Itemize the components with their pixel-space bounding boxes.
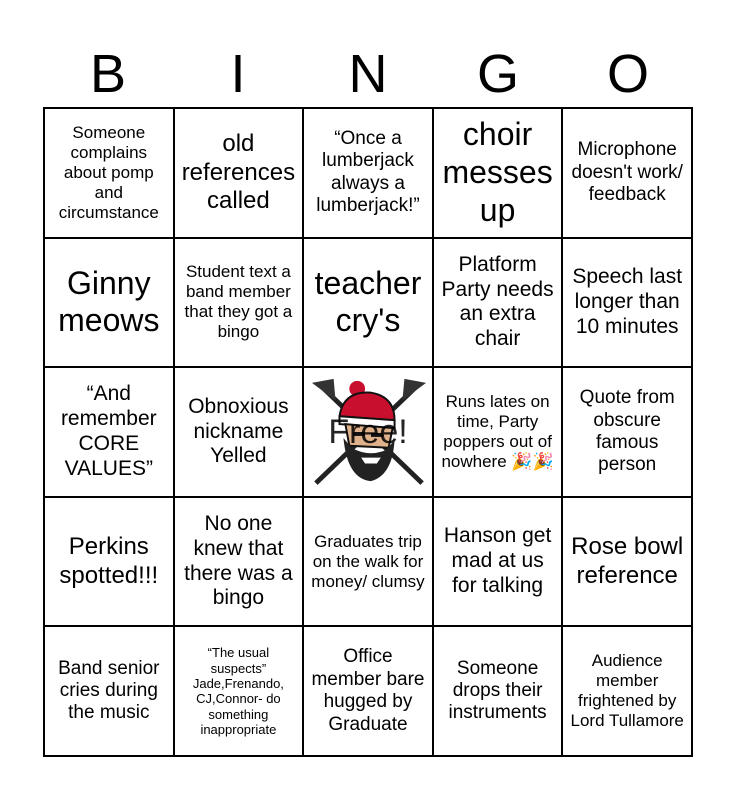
cell-text: Ginny meows: [58, 264, 160, 339]
cell-text: Someone drops their instruments: [448, 657, 547, 724]
bingo-cell[interactable]: [44, 238, 174, 368]
header-letter-g: G: [476, 44, 519, 104]
cell-text: Perkins spotted!!!: [59, 533, 159, 589]
cell-text: Office member bare hugged by Graduate: [311, 646, 425, 735]
header-letter-o: O: [606, 44, 649, 104]
bingo-cell[interactable]: [562, 367, 692, 497]
cell-text: “The usual suspects” Jade,Frenando, CJ,Connor- do something inappropriate: [192, 645, 284, 737]
bingo-cell[interactable]: [303, 497, 433, 627]
bingo-card: [43, 107, 693, 757]
bingo-cell[interactable]: [44, 367, 174, 497]
cell-text: Student text a band member that they got a bingo: [184, 262, 293, 342]
bingo-cell[interactable]: [562, 238, 692, 368]
bingo-cell[interactable]: [44, 108, 174, 238]
cell-text: choir messes up: [442, 116, 553, 228]
bingo-cell[interactable]: [562, 108, 692, 238]
cell-text: Someone complains about pomp and circumstance: [58, 122, 159, 222]
bingo-cell[interactable]: [433, 367, 563, 497]
cell-text: “And remember CORE VALUES”: [60, 382, 157, 480]
cell-text: old references called: [181, 130, 296, 214]
bingo-cell[interactable]: [303, 626, 433, 756]
bingo-cell[interactable]: [44, 497, 174, 627]
cell-text: Runs lates on time, Party poppers out of nowhere 🎉🎉: [441, 391, 554, 472]
bingo-cell[interactable]: [433, 497, 563, 627]
cell-text: Obnoxious nickname Yelled: [188, 394, 289, 468]
bingo-cell[interactable]: [174, 108, 304, 238]
header-letter-i: I: [230, 44, 246, 104]
cell-text: Rose bowl reference: [571, 533, 684, 589]
cell-text: No one knew that there was a bingo: [184, 512, 293, 610]
bingo-cell[interactable]: [433, 108, 563, 238]
bingo-cell[interactable]: [174, 497, 304, 627]
free-space[interactable]: [303, 367, 433, 497]
bingo-cell[interactable]: [433, 626, 563, 756]
free-space-label: Free!: [328, 412, 408, 451]
bingo-header: [43, 42, 693, 106]
cell-text: Microphone doesn't work/ feedback: [571, 139, 683, 205]
bingo-cell[interactable]: [562, 626, 692, 756]
bingo-cell[interactable]: [562, 497, 692, 627]
cell-text: Platform Party needs an extra chair: [441, 252, 554, 351]
bingo-cell[interactable]: [174, 367, 304, 497]
cell-text: Graduates trip on the walk for money/ clumsy: [311, 531, 425, 591]
cell-text: “Once a lumberjack always a lumberjack!”: [316, 127, 420, 217]
bingo-cell[interactable]: [303, 108, 433, 238]
bingo-cell[interactable]: [433, 238, 563, 368]
cell-text: Speech last longer than 10 minutes: [572, 265, 683, 338]
header-letter-n: N: [348, 44, 388, 104]
bingo-cell[interactable]: [303, 238, 433, 368]
bingo-cell[interactable]: [174, 238, 304, 368]
cell-text: Audience member frightened by Lord Tullamore: [570, 651, 684, 731]
cell-text: Quote from obscure famous person: [579, 387, 675, 476]
cell-text: Band senior cries during the music: [58, 657, 160, 724]
cell-text: teacher cry's: [314, 264, 422, 339]
header-letter-b: B: [89, 44, 127, 104]
bingo-cell[interactable]: [44, 626, 174, 756]
cell-text: Hanson get mad at us for talking: [443, 524, 552, 597]
bingo-cell[interactable]: [174, 626, 304, 756]
